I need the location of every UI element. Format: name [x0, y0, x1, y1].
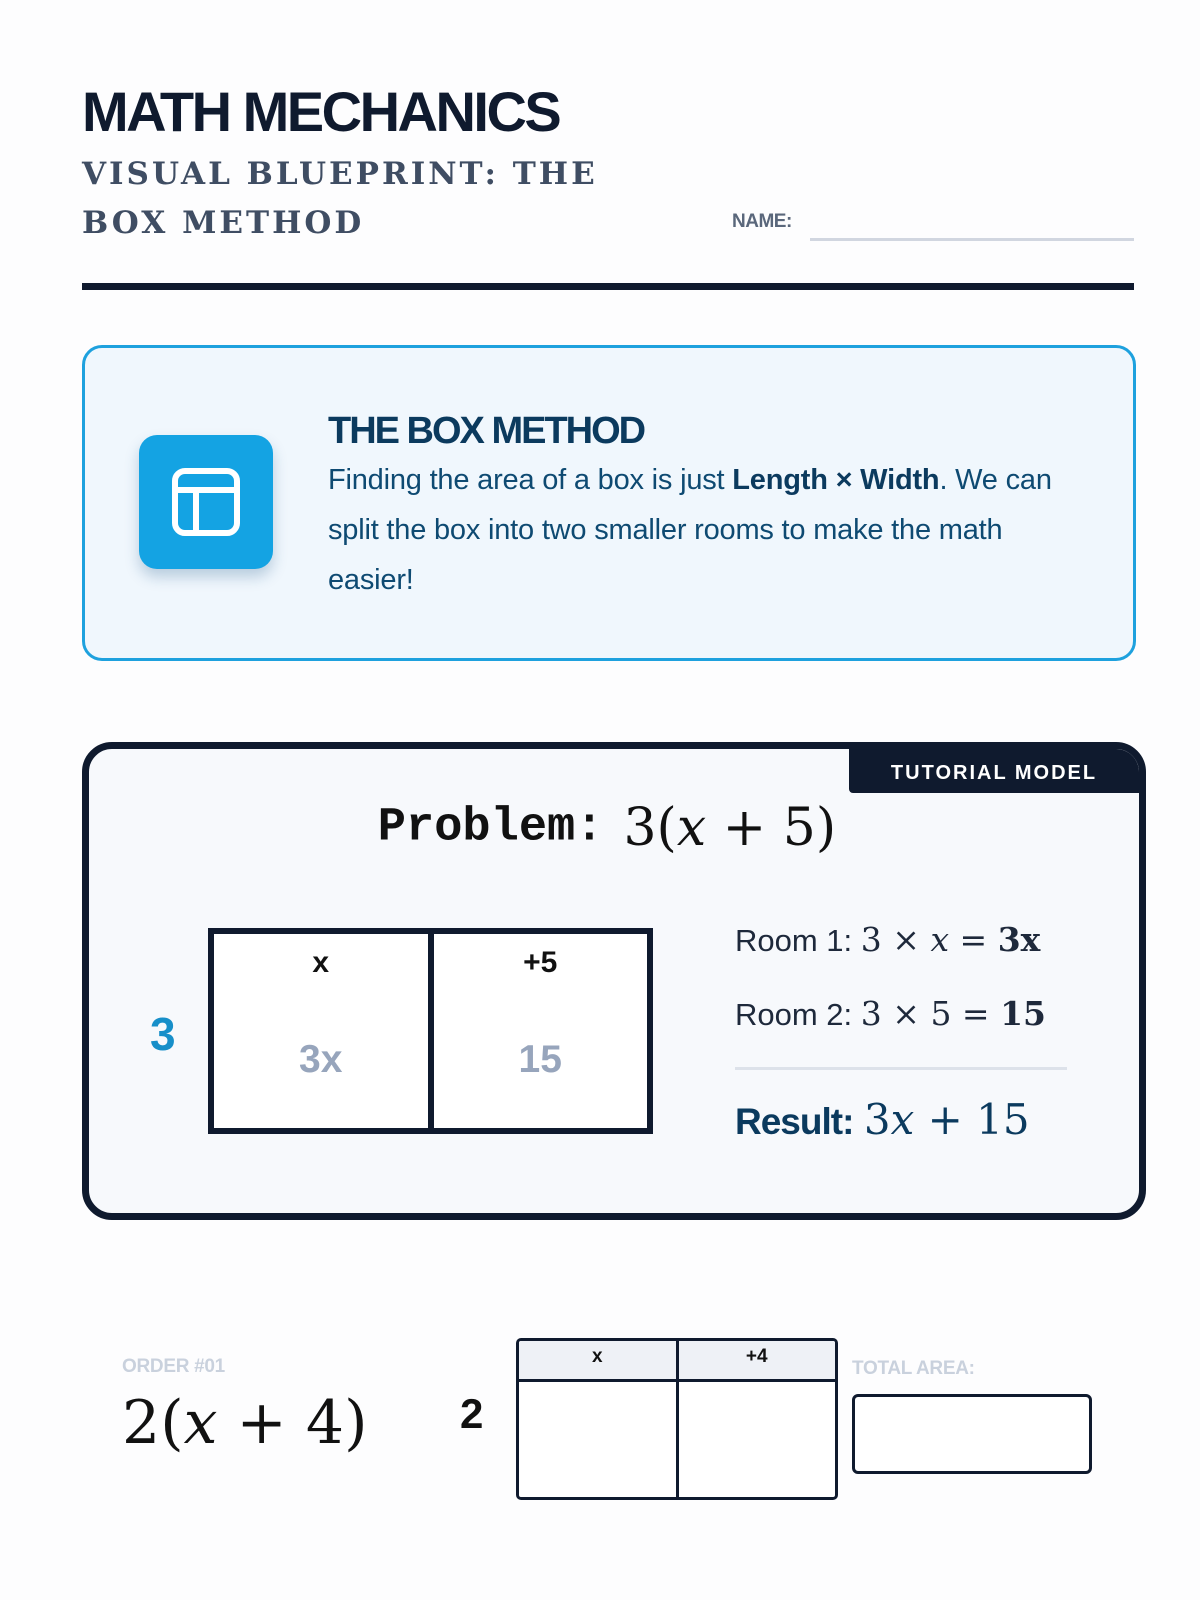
result-constant: + 15 — [914, 1095, 1030, 1144]
room-2-label: Room 2: — [735, 997, 853, 1032]
order-open-paren: ( — [160, 1388, 184, 1458]
name-label: NAME: — [732, 211, 792, 232]
header-divider — [82, 283, 1134, 290]
problem-variable: x — [676, 798, 707, 858]
order-side-factor: 2 — [460, 1390, 484, 1437]
order-area-box — [516, 1338, 838, 1500]
order-room-1-header: x — [519, 1341, 676, 1382]
order-close-paren: ) — [344, 1388, 368, 1458]
order-number: 4 — [305, 1388, 345, 1458]
room-1-calculation — [735, 920, 1040, 959]
tutorial-area-box — [208, 928, 653, 1134]
room-1-label: Room 1: — [735, 923, 853, 958]
layout-icon — [139, 435, 273, 569]
problem-label: Problem: — [377, 801, 604, 855]
info-title: THE BOX METHOD — [328, 410, 645, 452]
tutorial-room-1-header: x — [312, 946, 330, 979]
result-label: Result: — [735, 1101, 854, 1142]
tutorial-problem — [82, 798, 1132, 858]
room-1-result: 3x — [997, 920, 1041, 959]
order-room-2-header: +4 — [679, 1341, 836, 1382]
room-1-factor-b: x — [930, 920, 950, 959]
order-operator: + — [217, 1388, 306, 1458]
tutorial-room-2-header: +5 — [523, 946, 558, 979]
room-2-times: × — [881, 994, 931, 1033]
tutorial-badge: TUTORIAL MODEL — [849, 749, 1139, 793]
info-text-start: Finding the area of a box is just — [328, 464, 733, 496]
order-room-2[interactable] — [676, 1341, 836, 1497]
layout-icon-glyph — [172, 468, 240, 536]
room-2-expression — [861, 994, 1046, 1033]
order-coef: 2 — [122, 1388, 161, 1458]
page-title: MATH MECHANICS — [82, 80, 560, 143]
order-room-1[interactable] — [519, 1341, 676, 1497]
info-text-end: . We can split the box into two smaller rooms to make the math easier! — [328, 464, 1052, 596]
tutorial-room-1 — [214, 934, 428, 1128]
total-area-label: TOTAL AREA: — [852, 1358, 975, 1379]
room-2-factor-b: 5 — [930, 994, 952, 1033]
problem-coef: 3 — [623, 798, 657, 858]
tutorial-side-factor: 3 — [150, 1008, 176, 1060]
room-2-calculation — [735, 994, 1046, 1033]
name-field[interactable] — [810, 238, 1134, 241]
problem-number: 5 — [782, 798, 816, 858]
problem-operator: + — [706, 798, 783, 858]
result-variable: x — [890, 1095, 915, 1144]
order-label: ORDER #01 — [122, 1356, 225, 1377]
tutorial-room-2-value: 15 — [518, 1038, 562, 1081]
problem-open-paren: ( — [656, 798, 677, 858]
tutorial-result — [735, 1095, 1030, 1144]
problem-expression — [623, 798, 836, 858]
result-divider — [735, 1067, 1067, 1070]
order-problem — [122, 1388, 367, 1458]
room-2-result: 15 — [1000, 994, 1047, 1033]
total-area-input[interactable] — [852, 1394, 1092, 1474]
problem-close-paren: ) — [815, 798, 837, 858]
room-1-factor-a: 3 — [860, 920, 882, 959]
room-2-factor-a: 3 — [860, 994, 882, 1033]
room-2-equals: = — [951, 994, 1001, 1033]
result-expression — [864, 1095, 1030, 1144]
info-text-bold: Length × Width — [732, 464, 940, 496]
order-variable: x — [183, 1388, 218, 1458]
room-1-equals: = — [949, 920, 998, 959]
room-1-expression — [861, 920, 1041, 959]
info-text — [328, 455, 1088, 605]
room-1-times: × — [881, 920, 931, 959]
page-subtitle: VISUAL BLUEPRINT: THE BOX METHOD — [82, 156, 598, 241]
tutorial-room-2 — [428, 934, 648, 1128]
result-coef: 3 — [863, 1095, 891, 1144]
tutorial-room-1-value: 3x — [299, 1038, 343, 1081]
